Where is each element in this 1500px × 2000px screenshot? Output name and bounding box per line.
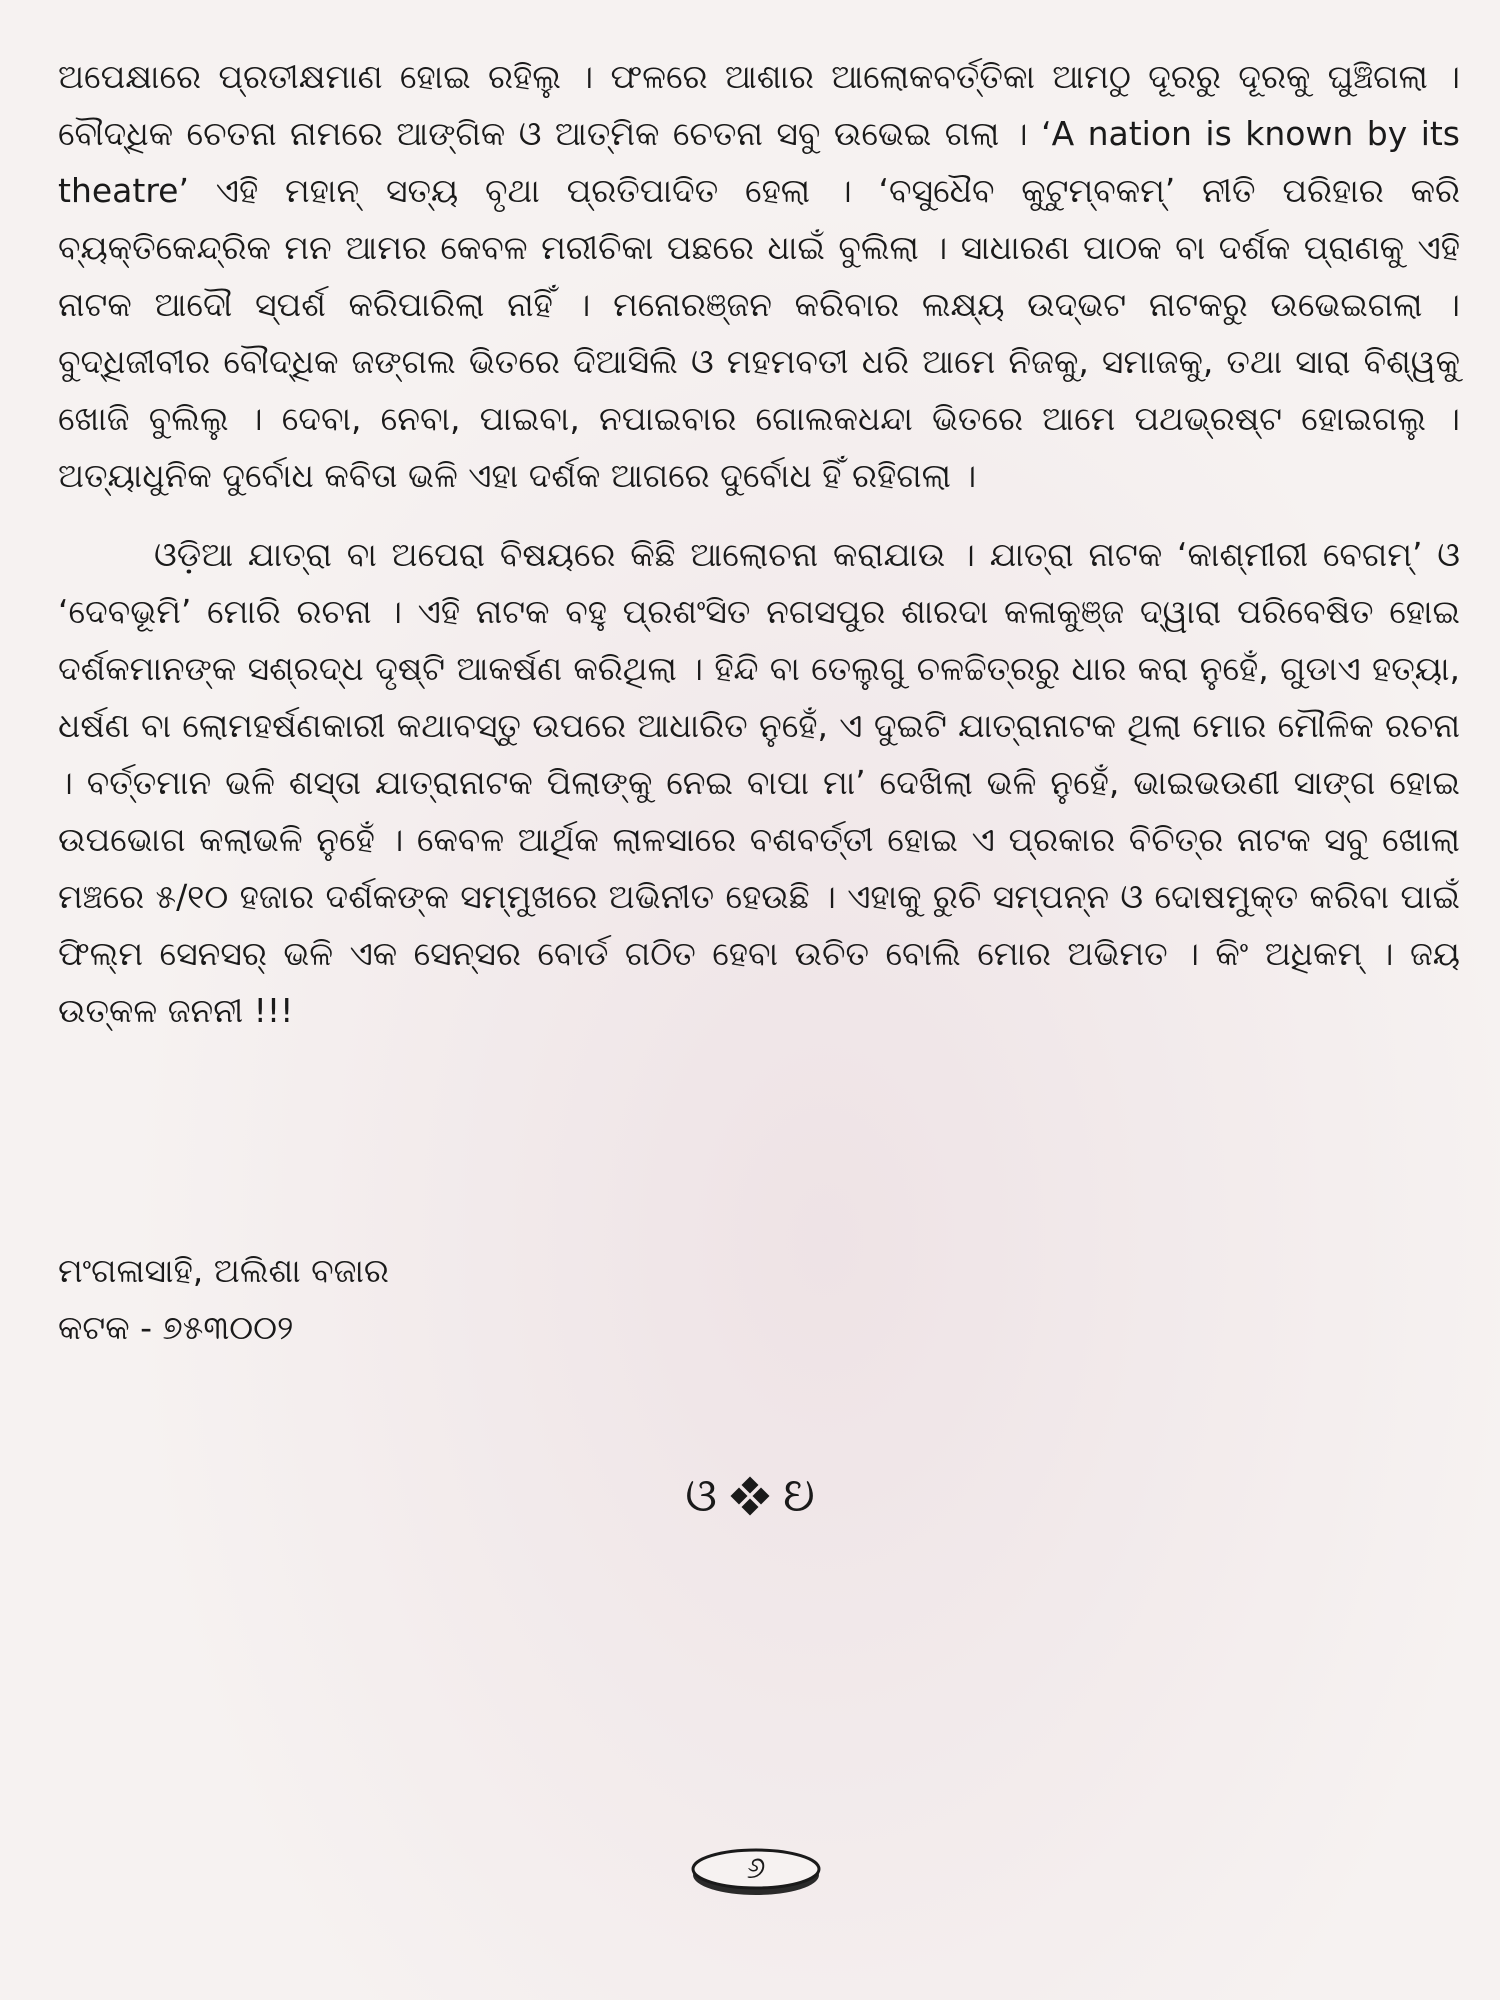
diamond-cluster-icon: [733, 1479, 767, 1513]
author-address: [58, 1242, 389, 1356]
page-number: ୬: [746, 1851, 766, 1886]
ornament-left-glyph: ଓ: [685, 1468, 717, 1522]
address-line-2: କଟକ - ୭୫୩୦୦୨: [58, 1308, 294, 1347]
paragraph-2: ଓଡ଼ିଆ ଯାତ୍ରା ବା ଅପେରା ବିଷୟରେ କିଛି ଆଲୋଚନା କରାଯାଉ । ଯାତ୍ରା ନାଟକ ‘କାଶ୍ମୀରୀ ବେଗମ୍’ ଓ ‘ଦେବଭୂମି’ ମୋରି ରଚନା । ଏହି ନାଟକ ବହୁ ପ୍ରଶଂସିତ ନଗସପୁର ଶାରଦା କଳାକୁଞ୍ଜ ଦ୍ୱାରା ପରିବେଷିତ ହୋଇ ଦର୍ଶକମାନଙ୍କ ସଶ୍ରଦ୍ଧ ଦୃଷ୍ଟି ଆକର୍ଷଣ କରିଥିଲା । ହିନ୍ଦି ବା ତେଲୁଗୁ ଚଳଚ୍ଚିତ୍ରରୁ ଧାର କରା ନୁହେଁ, ଗୁଡାଏ ହତ୍ୟା, ଧର୍ଷଣ ବା ଲୋମହର୍ଷଣକାରୀ କଥାବସ୍ତୁ ଉପରେ ଆଧାରିତ ନୁହେଁ, ଏ ଦୁଇଟି ଯାତ୍ରାନାଟକ ଥିଲା ମୋର ମୌଳିକ ରଚନା । ବର୍ତ୍ତମାନ ଭଳି ଶସ୍ତା ଯାତ୍ରାନାଟକ ପିଲାଙ୍କୁ ନେଇ ବାପା ମା’ ଦେଖିଲା ଭଳି ନୁହେଁ, ଭାଇଭଉଣୀ ସାଙ୍ଗ ହୋଇ ଉପଭୋଗ କଲାଭଳି ନୁହେଁ । କେବଳ ଆର୍ଥିକ ଲାଳସାରେ ବଶବର୍ତ୍ତୀ ହୋଇ ଏ ପ୍ରକାର ବିଚିତ୍ର ନାଟକ ସବୁ ଖୋଲା ମଞ୍ଚରେ ୫/୧୦ ହଜାର ଦର୍ଶକଙ୍କ ସମ୍ମୁଖରେ ଅଭିନୀତ ହେଉଛି । ଏହାକୁ ରୁଚି ସମ୍ପନ୍ନ ଓ ଦୋଷମୁକ୍ତ କରିବା ପାଇଁ ଫିଲ୍ମ ସେନସର୍ ଭଳି ଏକ ସେନ୍‌ସର ବୋର୍ଡ ଗଠିତ ହେବା ଉଚିତ ବୋଲି ମୋର ଅଭିମତ । କିଂ ଅଧିକମ୍ । ଜୟ ଉତ୍କଳ ଜନନୀ !!!: [58, 535, 1460, 1030]
ornament-right-glyph: ଓ: [783, 1468, 815, 1522]
paragraph-1: ଅପେକ୍ଷାରେ ପ୍ରତୀକ୍ଷମାଣ ହୋଇ ରହିଲୁ । ଫଳରେ ଆଶାର ଆଲୋକବର୍ତ୍ତିକା ଆମଠୁ ଦୂରରୁ ଦୂରକୁ ଘୁଞ୍ଚିଗଲା । ବୌଦ୍ଧିକ ଚେତନା ନାମରେ ଆଙ୍ଗିକ ଓ ଆତ୍ମିକ ଚେତନା ସବୁ ଉଭେଇ ଗଲା । ‘A nation is known by its theatre’ ଏହି ମହାନ୍ ସତ୍ୟ ବୃଥା ପ୍ରତିପାଦିତ ହେଲା । ‘ବସୁଧୈବ କୁଟୁମ୍ବକମ୍’ ନୀତି ପରିହାର କରି ବ୍ୟକ୍ତିକେନ୍ଦ୍ରିକ ମନ ଆମର କେବଳ ମରୀଚିକା ପଛରେ ଧାଇଁ ବୁଲିଲା । ସାଧାରଣ ପାଠକ ବା ଦର୍ଶକ ପ୍ରାଣକୁ ଏହି ନାଟକ ଆଦୌ ସ୍ପର୍ଶ କରିପାରିଲା ନାହିଁ । ମନୋରଞ୍ଜନ କରିବାର ଲକ୍ଷ୍ୟ ଉଦ୍ଭଟ ନାଟକରୁ ଉଭେଇଗଲା । ବୁଦ୍ଧିଜୀବୀର ବୌଦ୍ଧିକ ଜଙ୍ଗଲ ଭିତରେ ଦିଆସିଲି ଓ ମହମବତୀ ଧରି ଆମେ ନିଜକୁ, ସମାଜକୁ, ତଥା ସାରା ବିଶ୍ୱକୁ ଖୋଜି ବୁଲିଲୁ । ଦେବା, ନେବା, ପାଇବା, ନପାଇବାର ଗୋଲକଧନ୍ଦା ଭିତରେ ଆମେ ପଥଭ୍ରଷ୍ଟ ହୋଇଗଲୁ । ଅତ୍ୟାଧୁନିକ ଦୁର୍ବୋଧ କବିତା ଭଳି ଏହା ଦର୍ଶକ ଆଗରେ ଦୁର୍ବୋଧ ହିଁ ରହିଗଲା ।: [58, 57, 1460, 495]
page-number-badge: [690, 1848, 822, 1898]
section-end-ornament: [640, 1466, 860, 1526]
address-line-1: ମଂଗଳାସାହି, ଅଲିଶା ବଜାର: [58, 1251, 389, 1290]
article-body: [58, 48, 1460, 1039]
